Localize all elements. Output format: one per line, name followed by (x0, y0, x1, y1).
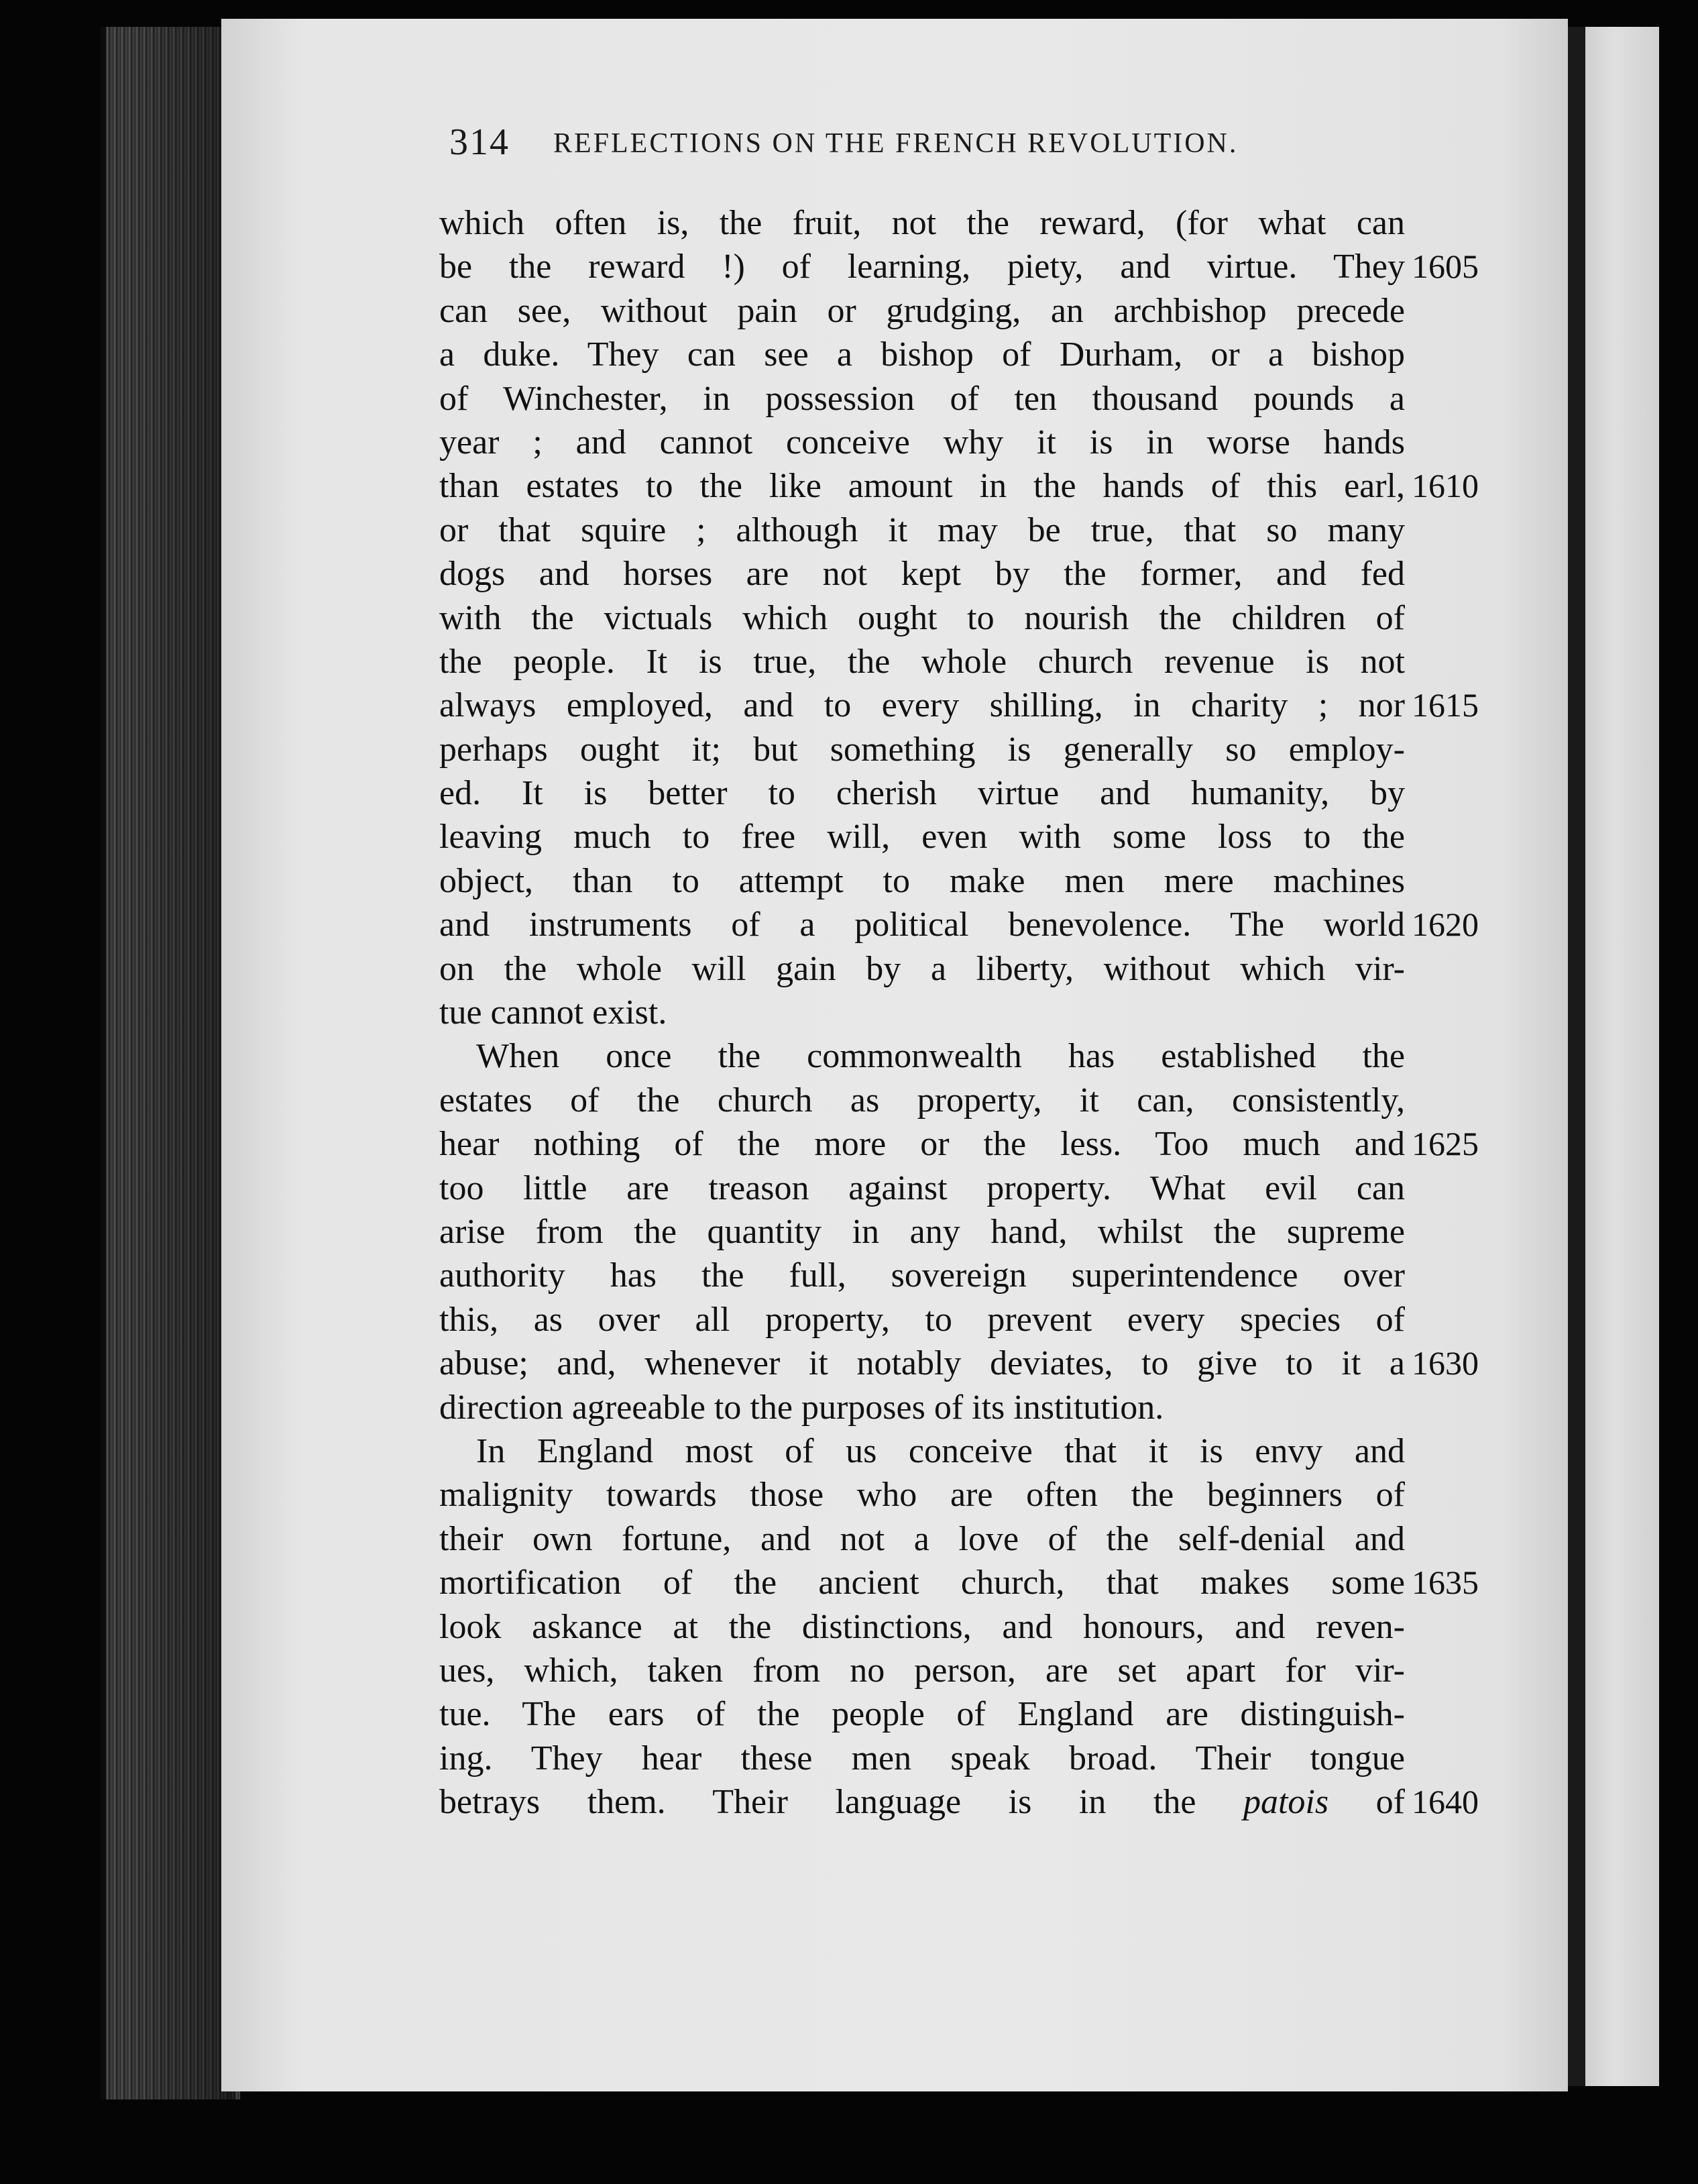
text-line (439, 596, 1405, 640)
line-text: authority has the full, sovereign superintendence over (439, 1256, 1405, 1295)
line-number: 1620 (1412, 906, 1479, 944)
text-line (439, 289, 1405, 333)
line-text: object, than to attempt to make men mere machines (439, 861, 1405, 900)
text-line (439, 377, 1405, 421)
text-line (439, 1605, 1405, 1649)
line-text: always employed, and to every shilling, in charity ; nor (439, 686, 1405, 725)
line-text: year ; and cannot conceive why it is in worse hands (439, 423, 1405, 461)
line-text: be the reward !) of learning, piety, and virtue. They (439, 248, 1405, 286)
line-text: ues, which, taken from no person, are set apart for vir- (439, 1651, 1405, 1690)
line-text: dogs and horses are not kept by the former, and fed (439, 555, 1405, 594)
text-line (439, 1079, 1405, 1122)
text-line (439, 245, 1479, 288)
text-line (439, 1386, 1405, 1429)
text-line (439, 1517, 1405, 1561)
line-text: ing. They hear these men speak broad. Their tongue (439, 1739, 1405, 1778)
line-number: 1635 (1412, 1564, 1479, 1602)
text-line (439, 1166, 1405, 1210)
page-header (449, 121, 1375, 174)
line-number: 1605 (1412, 248, 1479, 286)
text-line (439, 1429, 1405, 1473)
line-text: can see, without pain or grudging, an archbishop precede (439, 291, 1405, 330)
line-text: abuse; and, whenever it notably deviates, to give to it a (439, 1344, 1405, 1383)
line-number: 1630 (1412, 1344, 1479, 1382)
text-line (439, 1780, 1479, 1824)
text-line (439, 201, 1405, 245)
line-text: hear nothing of the more or the less. Too much and (439, 1125, 1405, 1164)
line-text: tue. The ears of the people of England are distinguish- (439, 1695, 1405, 1734)
line-text: When once the commonwealth has established the (476, 1037, 1405, 1076)
text-line (439, 684, 1479, 727)
book-gutter (1568, 27, 1585, 2086)
line-number: 1625 (1412, 1125, 1479, 1163)
text-line (439, 333, 1405, 376)
line-text: arise from the quantity in any hand, whilst the supreme (439, 1212, 1405, 1251)
line-text: estates of the church as property, it can, consistently, (439, 1081, 1405, 1120)
line-text: too little are treason against property. What evil can (439, 1168, 1405, 1207)
text-line (439, 1342, 1479, 1385)
text-line (439, 508, 1405, 552)
line-number: 1640 (1412, 1783, 1479, 1821)
text-line (439, 815, 1405, 859)
text-line (439, 552, 1405, 596)
text-line (439, 1210, 1405, 1254)
line-text: direction agreeable to the purposes of its institution. (439, 1388, 1164, 1427)
line-text: malignity towards those who are often the beginners of (439, 1476, 1405, 1515)
line-number: 1615 (1412, 686, 1479, 724)
page-edge-shadow (127, 27, 235, 2099)
line-text: this, as over all property, to prevent every species of (439, 1300, 1405, 1339)
line-text: and instruments of a political benevolence. The world (439, 906, 1405, 944)
text-line (439, 464, 1479, 508)
line-number: 1610 (1412, 467, 1479, 505)
text-line (439, 1254, 1405, 1297)
line-text: In England most of us conceive that it is envy and (476, 1431, 1405, 1470)
text-line (439, 947, 1405, 991)
line-text: look askance at the distinctions, and honours, and reven- (439, 1607, 1405, 1646)
line-text: of Winchester, in possession of ten thousand pounds a (439, 379, 1405, 418)
text-line (439, 1692, 1405, 1736)
line-text: tue cannot exist. (439, 993, 667, 1032)
page-number: 314 (449, 121, 510, 163)
text-line (439, 1122, 1479, 1166)
line-text: a duke. They can see a bishop of Durham, or a bishop (439, 335, 1405, 374)
italic-word: patois (1243, 1783, 1329, 1822)
text-line (439, 903, 1479, 946)
line-text: which often is, the fruit, not the reward, (for what can (439, 204, 1405, 242)
body-text (439, 201, 1479, 1824)
line-text: perhaps ought it; but something is generally so employ- (439, 730, 1405, 769)
text-line (439, 1561, 1479, 1604)
text-line (439, 728, 1405, 771)
text-line (439, 640, 1405, 684)
text-line (439, 771, 1405, 815)
text-line (439, 991, 1405, 1034)
text-line (439, 1473, 1405, 1517)
text-line (439, 1298, 1405, 1342)
text-line (439, 859, 1405, 903)
running-head: REFLECTIONS ON THE FRENCH REVOLUTION. (553, 128, 1239, 159)
line-text: the people. It is true, the whole church revenue is not (439, 642, 1405, 681)
facing-page-sliver (1585, 27, 1659, 2086)
line-text: ed. It is better to cherish virtue and humanity, by (439, 774, 1405, 813)
text-line (439, 1737, 1405, 1780)
text-line (439, 1034, 1405, 1078)
line-text: mortification of the ancient church, that makes some (439, 1564, 1405, 1602)
line-text: leaving much to free will, even with some loss to the (439, 818, 1405, 857)
line-text: than estates to the like amount in the hands of this earl, (439, 467, 1405, 506)
text-line (439, 421, 1405, 464)
line-text: with the victuals which ought to nourish the children of (439, 598, 1405, 637)
text-line (439, 1649, 1405, 1692)
line-text: or that squire ; although it may be true, that so many (439, 510, 1405, 549)
line-text: their own fortune, and not a love of the self-denial and (439, 1519, 1405, 1558)
line-text: on the whole will gain by a liberty, without which vir- (439, 949, 1405, 988)
line-text: betrays them. Their language is in the patois of (439, 1783, 1405, 1822)
